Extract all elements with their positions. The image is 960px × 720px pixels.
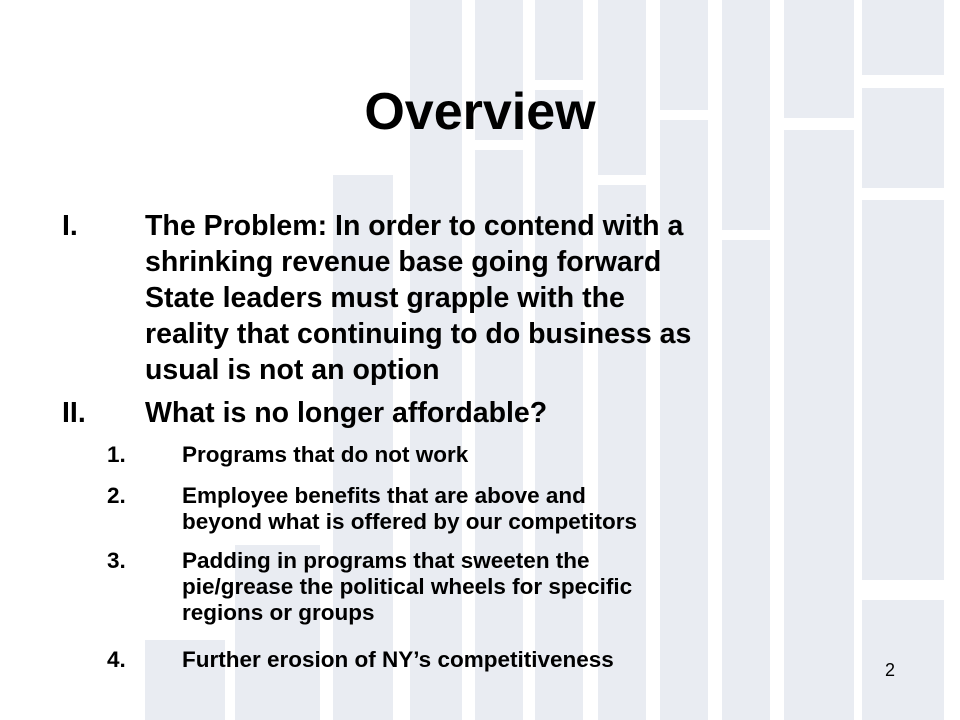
text-line: Padding in programs that sweeten the	[182, 548, 590, 573]
list-number: I.	[62, 210, 78, 242]
list-number: 1.	[107, 442, 126, 467]
text-line: State leaders must grapple with the	[145, 282, 625, 314]
text-line: What is no longer affordable?	[145, 397, 548, 429]
text-line: The Problem: In order to contend with a	[145, 210, 684, 242]
list-item	[0, 208, 960, 388]
sub-list-item	[0, 442, 960, 468]
sub-list-item	[0, 483, 960, 535]
text-line: shrinking revenue base going forward	[145, 246, 662, 278]
text-line: regions or groups	[182, 600, 375, 625]
list-item	[0, 395, 960, 431]
sub-list-item	[0, 647, 960, 673]
text-line: reality that continuing to do business as	[145, 318, 692, 350]
text-line: usual is not an option	[145, 354, 440, 386]
text-line: Employee benefits that are above and	[182, 483, 586, 508]
slide-title: Overview	[364, 83, 596, 141]
text-line: pie/grease the political wheels for specific	[182, 574, 633, 599]
list-text	[182, 483, 882, 535]
list-text	[182, 647, 882, 673]
text-line: Further erosion of NY’s competitiveness	[182, 647, 614, 672]
list-number: 4.	[107, 647, 126, 672]
sub-list-item	[0, 548, 960, 626]
text-line: beyond what is offered by our competitors	[182, 509, 638, 534]
list-text	[182, 442, 882, 468]
list-text	[145, 208, 875, 388]
page-number: 2	[885, 660, 896, 680]
list-text	[182, 548, 882, 626]
list-number: II.	[62, 397, 86, 429]
list-number: 3.	[107, 548, 126, 573]
list-number: 2.	[107, 483, 126, 508]
list-text	[145, 395, 875, 431]
text-line: Programs that do not work	[182, 442, 469, 467]
